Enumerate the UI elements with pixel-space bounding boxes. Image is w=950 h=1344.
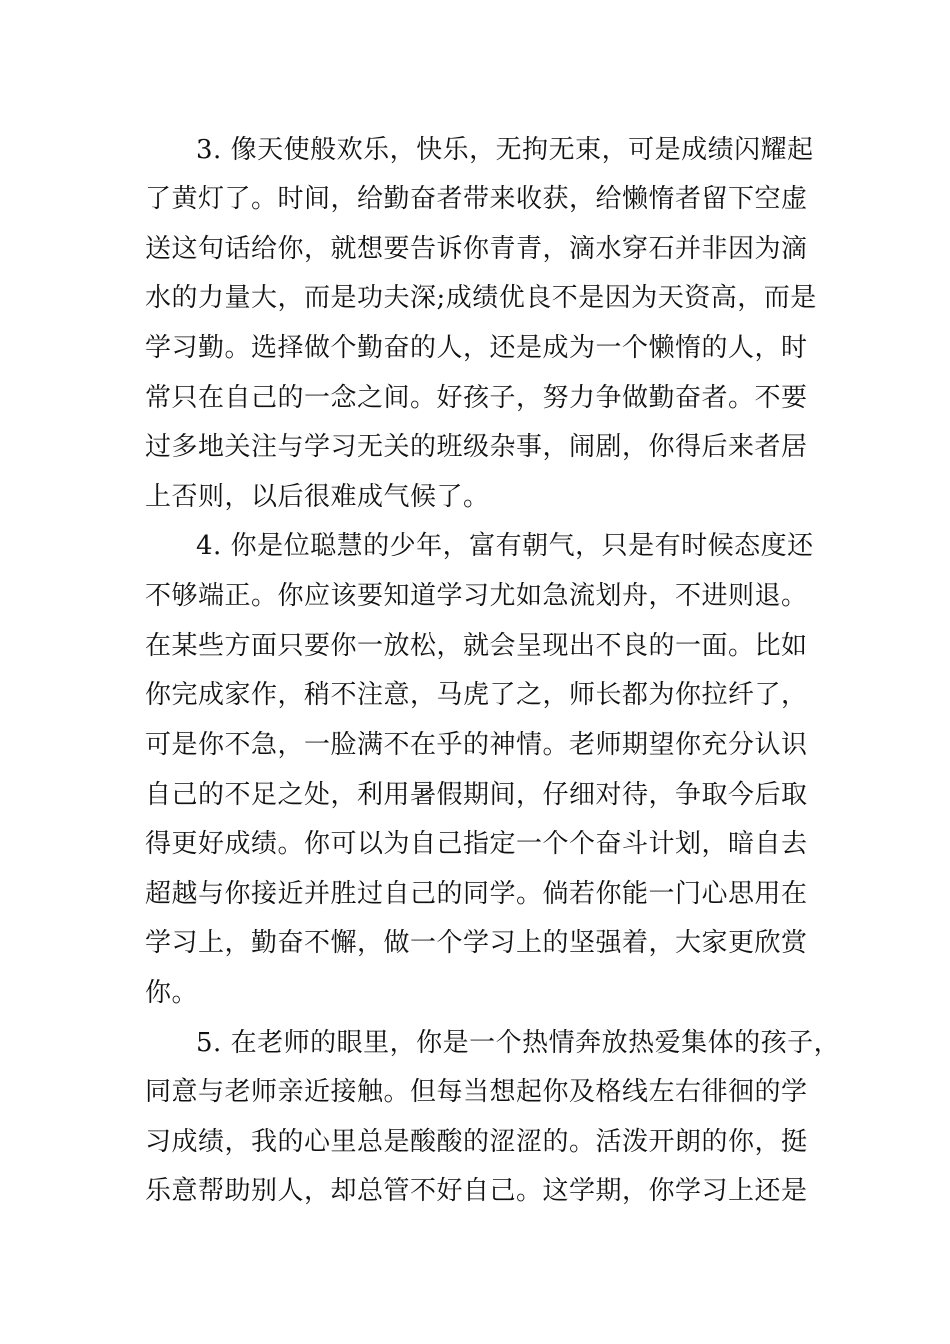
paragraph-4-line-9: 学习上，勤奋不懈，做一个学习上的坚强着，大家更欣赏 [145,928,808,958]
paragraph-3-line-7: 过多地关注与学习无关的班级杂事，闹剧，你得后来者居 [145,432,808,462]
paragraph-4-line-1: 4. 你是位聪慧的少年，富有朝气，只是有时候态度还 [196,531,814,561]
paragraph-5-line-4: 乐意帮助别人，却总管不好自己。这学期，你学习上还是 [145,1176,808,1206]
paragraph-4-line-5: 可是你不急，一脸满不在乎的神情。老师期望你充分认识 [145,730,808,760]
paragraph-4-line-4: 你完成家作，稍不注意，马虎了之，师长都为你拉纤了， [145,680,808,710]
paragraph-4-line-2: 不够端正。你应该要知道学习尤如急流划舟，不进则退。 [145,581,808,611]
paragraph-5-line-1: 5. 在老师的眼里，你是一个热情奔放热爱集体的孩子， [196,1028,841,1058]
paragraph-3-line-4: 水的力量大，而是功夫深;成绩优良不是因为天资高，而是 [145,283,817,313]
paragraph-5-line-2: 同意与老师亲近接触。但每当想起你及格线左右徘徊的学 [145,1077,808,1107]
paragraph-3-line-3: 送这句话给你，就想要告诉你青青，滴水穿石并非因为滴 [145,234,808,264]
paragraph-3-line-5: 学习勤。选择做个勤奋的人，还是成为一个懒惰的人，时 [145,333,808,363]
paragraph-3-line-8: 上否则，以后很难成气候了。 [145,482,490,512]
paragraph-4-line-7: 得更好成绩。你可以为自己指定一个个奋斗计划，暗自去 [145,829,808,859]
paragraph-3-line-1: 3. 像天使般欢乐，快乐，无拘无束，可是成绩闪耀起 [196,135,814,165]
paragraph-5-line-3: 习成绩，我的心里总是酸酸的涩涩的。活泼开朗的你，挺 [145,1127,808,1157]
paragraph-4-line-8: 超越与你接近并胜过自己的同学。倘若你能一门心思用在 [145,879,808,909]
paragraph-4-line-10: 你。 [145,978,199,1008]
paragraph-3-line-6: 常只在自己的一念之间。好孩子，努力争做勤奋者。不要 [145,383,808,413]
paragraph-4-line-6: 自己的不足之处，利用暑假期间，仔细对待，争取今后取 [145,780,808,810]
paragraph-3-line-2: 了黄灯了。时间，给勤奋者带来收获，给懒惰者留下空虚 [145,184,808,214]
paragraph-4-line-3: 在某些方面只要你一放松，就会呈现出不良的一面。比如 [145,631,808,661]
